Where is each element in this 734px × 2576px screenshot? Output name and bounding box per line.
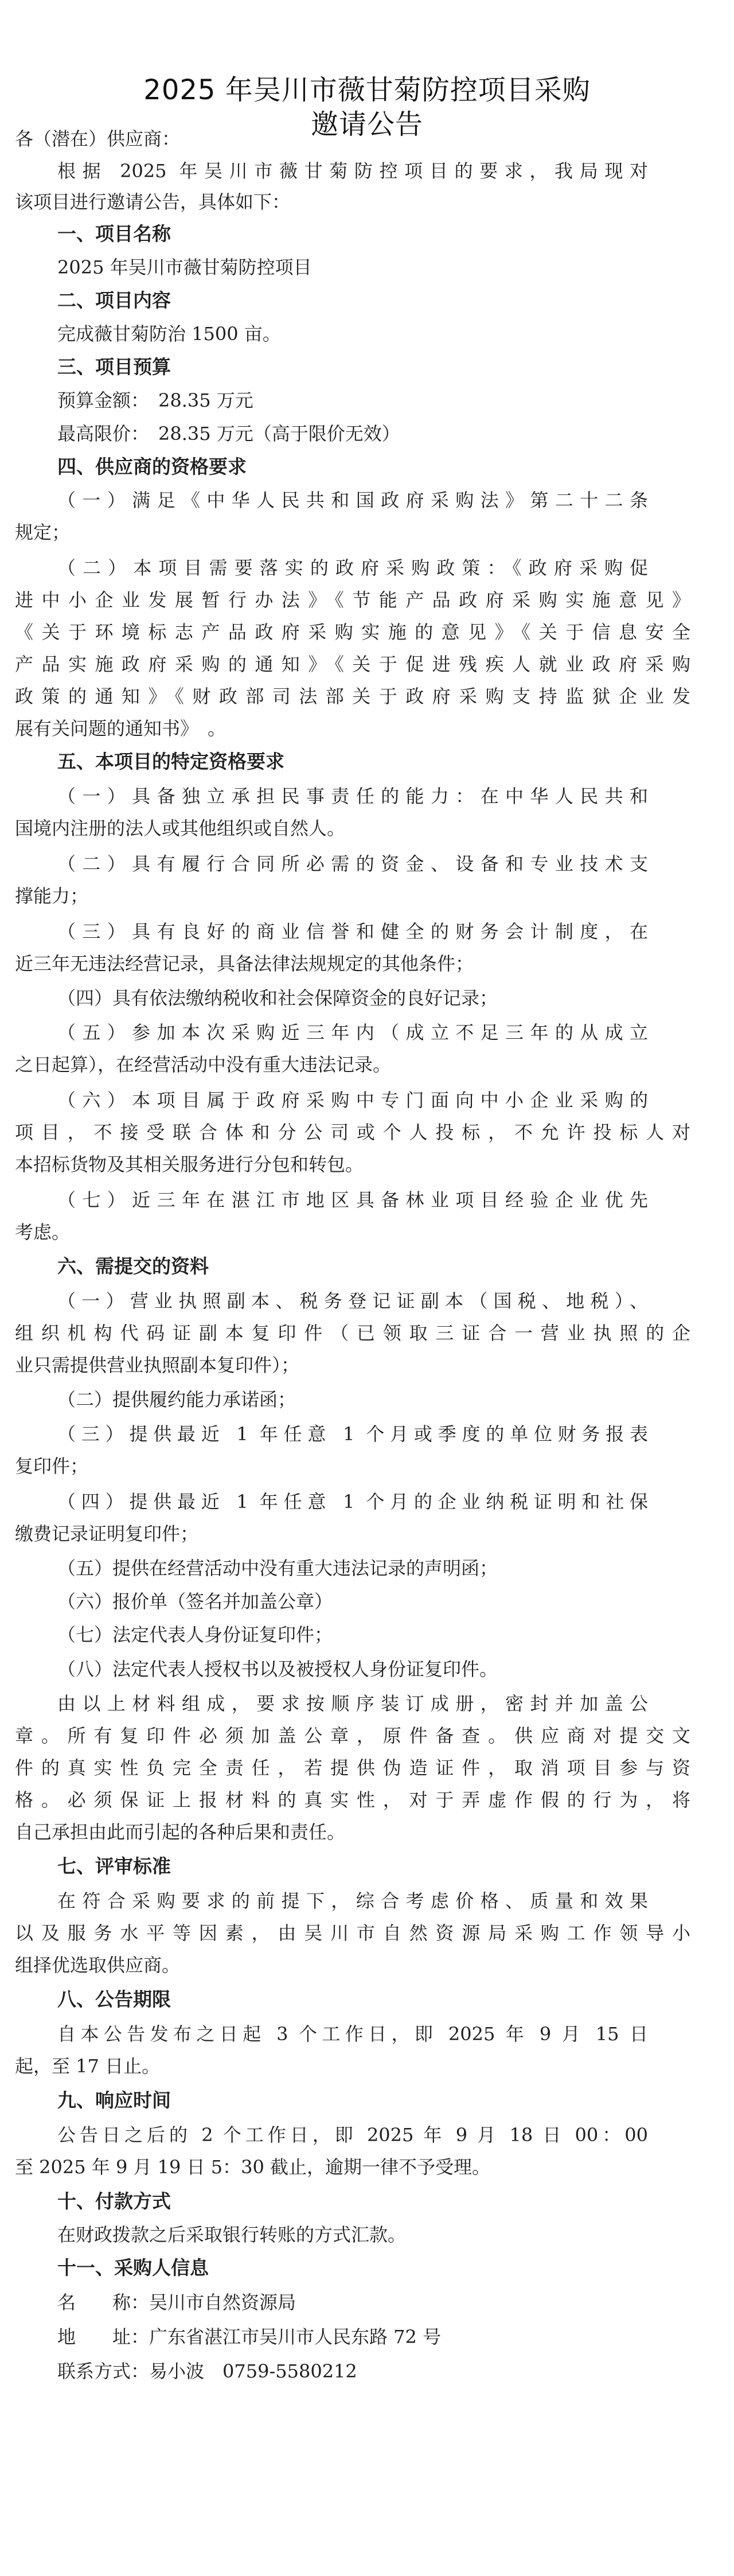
paragraph-line: 之日起算），在经营活动中没有重大违法记录。 [15,1054,392,1075]
paragraph-line: （五）参加本次采购近三年内（成立不足三年的从成立 [57,1022,648,1043]
paragraph-line: （七）近三年在湛江市地区具备林业项目经验企业优先 [57,1189,648,1211]
paragraph-line: （一）营业执照副本、税务登记证副本（国税、地税）、 [57,1290,648,1312]
paragraph-line: 在财政拨款之后采取银行转账的方式汇款。 [57,2224,407,2246]
paragraph-line: 起，至 17 日止。 [15,2055,161,2077]
paragraph-line: 至 2025 年 9 月 19 日 5：30 截止，逾期一律不予受理。 [15,2156,490,2178]
paragraph-line: （四）提供最近 1 年任意 1 个月的企业纳税证明和社保 [57,1491,648,1513]
paragraph-line: 政策的通知》《财政部司法部关于政府采购支持监狱企业发 [15,685,690,707]
paragraph-line: 《关于环境标志产品政府采购实施的意见》《关于信息安全 [15,621,690,643]
paragraph-line: 最高限价： 28.35 万元（高于限价无效） [57,423,400,445]
paragraph-line: （一）具备独立承担民事责任的能力：在中华人民共和 [57,785,648,807]
section-heading: 四、供应商的资格要求 [57,455,247,478]
section-heading: 七、评审标准 [57,1855,171,1877]
paragraph-line: 近三年无违法经营记录，具备法律法规规定的其他条件； [15,953,474,975]
paragraph-line: 章。所有复印件必须加盖公章，原件备查。供应商对提交文 [15,1725,690,1747]
paragraph-line: 本招标货物及其相关服务进行分包和转包。 [15,1153,364,1175]
paragraph-line: 预算金额： 28.35 万元 [57,389,253,411]
page-title-line2: 邀请公告 [310,108,423,141]
paragraph-line: 缴费记录证明复印件； [15,1523,199,1545]
section-heading: 八、公告期限 [57,1988,171,2010]
paragraph-line: 撑能力； [15,885,89,907]
paragraph-line: 考虑。 [15,1221,71,1243]
paragraph-line: 展有关问题的通知书》 。 [15,718,227,739]
paragraph-line: 名 称：吴川市自然资源局 [57,2291,296,2313]
paragraph-line: 进中小企业发展暂行办法》《节能产品政府采购实施意见》 [15,589,690,611]
paragraph-line: （四）具有依法缴纳税收和社会保障资金的良好记录； [57,987,498,1009]
paragraph-line: 在符合采购要求的前提下，综合考虑价格、质量和效果 [57,1890,648,1912]
paragraph-line: 自本公告发布之日起 3 个工作日，即 2025 年 9 月 15 日 [57,2023,648,2045]
paragraph-line: （三）提供最近 1 年任意 1 个月或季度的单位财务报表 [57,1423,648,1445]
paragraph-line: 各（潜在）供应商： [15,128,181,150]
section-heading: 二、项目内容 [57,289,171,311]
paragraph-line: 由以上材料组成，要求按顺序装订成册，密封并加盖公 [57,1693,648,1714]
paragraph-line: （七）法定代表人身份证复印件； [57,1624,333,1646]
section-heading: 一、项目名称 [57,223,171,245]
paragraph-line: 以及服务水平等因素，由吴川市自然资源局采购工作领导小 [15,1922,690,1944]
paragraph-line: 2025 年吴川市薇甘菊防控项目 [57,256,312,278]
paragraph-line: （二）本项目需要落实的政府采购政策：《政府采购促 [57,557,648,579]
paragraph-line: 完成薇甘菊防治 1500 亩。 [57,323,281,345]
paragraph-line: 业只需提供营业执照副本复印件）； [15,1354,300,1376]
paragraph-line: 组织机构代码证副本复印件（已领取三证合一营业执照的企 [15,1322,690,1344]
paragraph-line: 联系方式：易小波 0759-5580212 [57,2360,357,2382]
paragraph-line: 件的真实性负完全责任，若提供伪造证件，取消项目参与资 [15,1757,690,1779]
paragraph-line: 公告日之后的 2 个工作日，即 2025 年 9 月 18 日 00：00 [57,2124,648,2146]
paragraph-line: 组择优选取供应商。 [15,1954,181,1976]
paragraph-line: 格。必须保证上报材料的真实性，对于弄虚作假的行为，将 [15,1789,690,1811]
paragraph-line: （二）具有履行合同所必需的资金、设备和专业技术支 [57,853,648,875]
paragraph-line: 该项目进行邀请公告，具体如下： [15,191,291,213]
paragraph-line: （三）具有良好的商业信誉和健全的财务会计制度，在 [57,921,648,942]
section-heading: 六、需提交的资料 [57,1255,209,1277]
paragraph-line: 产品实施政府采购的通知》《关于促进残疾人就业政府采购 [15,653,690,675]
paragraph-line: （六）报价单（签名并加盖公章） [57,1591,333,1612]
paragraph-line: （五）提供在经营活动中没有重大违法记录的声明函； [57,1557,498,1579]
paragraph-line: 规定； [15,521,71,543]
paragraph-line: 国境内注册的法人或其他组织或自然人。 [15,817,346,839]
paragraph-line: 复印件； [15,1455,89,1477]
paragraph-line: 项目，不接受联合体和分公司或个人投标，不允许投标人对 [15,1121,690,1143]
paragraph-line: （八）法定代表人授权书以及被授权人身份证复印件。 [57,1658,498,1680]
paragraph-line: 根据 2025 年吴川市薇甘菊防控项目的要求，我局现对 [57,160,648,182]
page-title-line1: 2025 年吴川市薇甘菊防控项目采购 [143,74,591,106]
paragraph-line: （六）本项目属于政府采购中专门面向中小企业采购的 [57,1089,648,1111]
section-heading: 五、本项目的特定资格要求 [57,750,284,773]
section-heading: 十一、采购人信息 [57,2257,209,2279]
section-heading: 三、项目预算 [57,356,171,378]
paragraph-line: （二）提供履约能力承诺函； [57,1389,296,1410]
paragraph-line: 地 址：广东省湛江市吴川市人民东路 72 号 [57,2326,442,2348]
section-heading: 十、付款方式 [57,2190,171,2212]
paragraph-line: （一）满足《中华人民共和国政府采购法》第二十二条 [57,489,648,511]
paragraph-line: 自己承担由此而引起的各种后果和责任。 [15,1821,346,1843]
section-heading: 九、响应时间 [57,2089,171,2111]
